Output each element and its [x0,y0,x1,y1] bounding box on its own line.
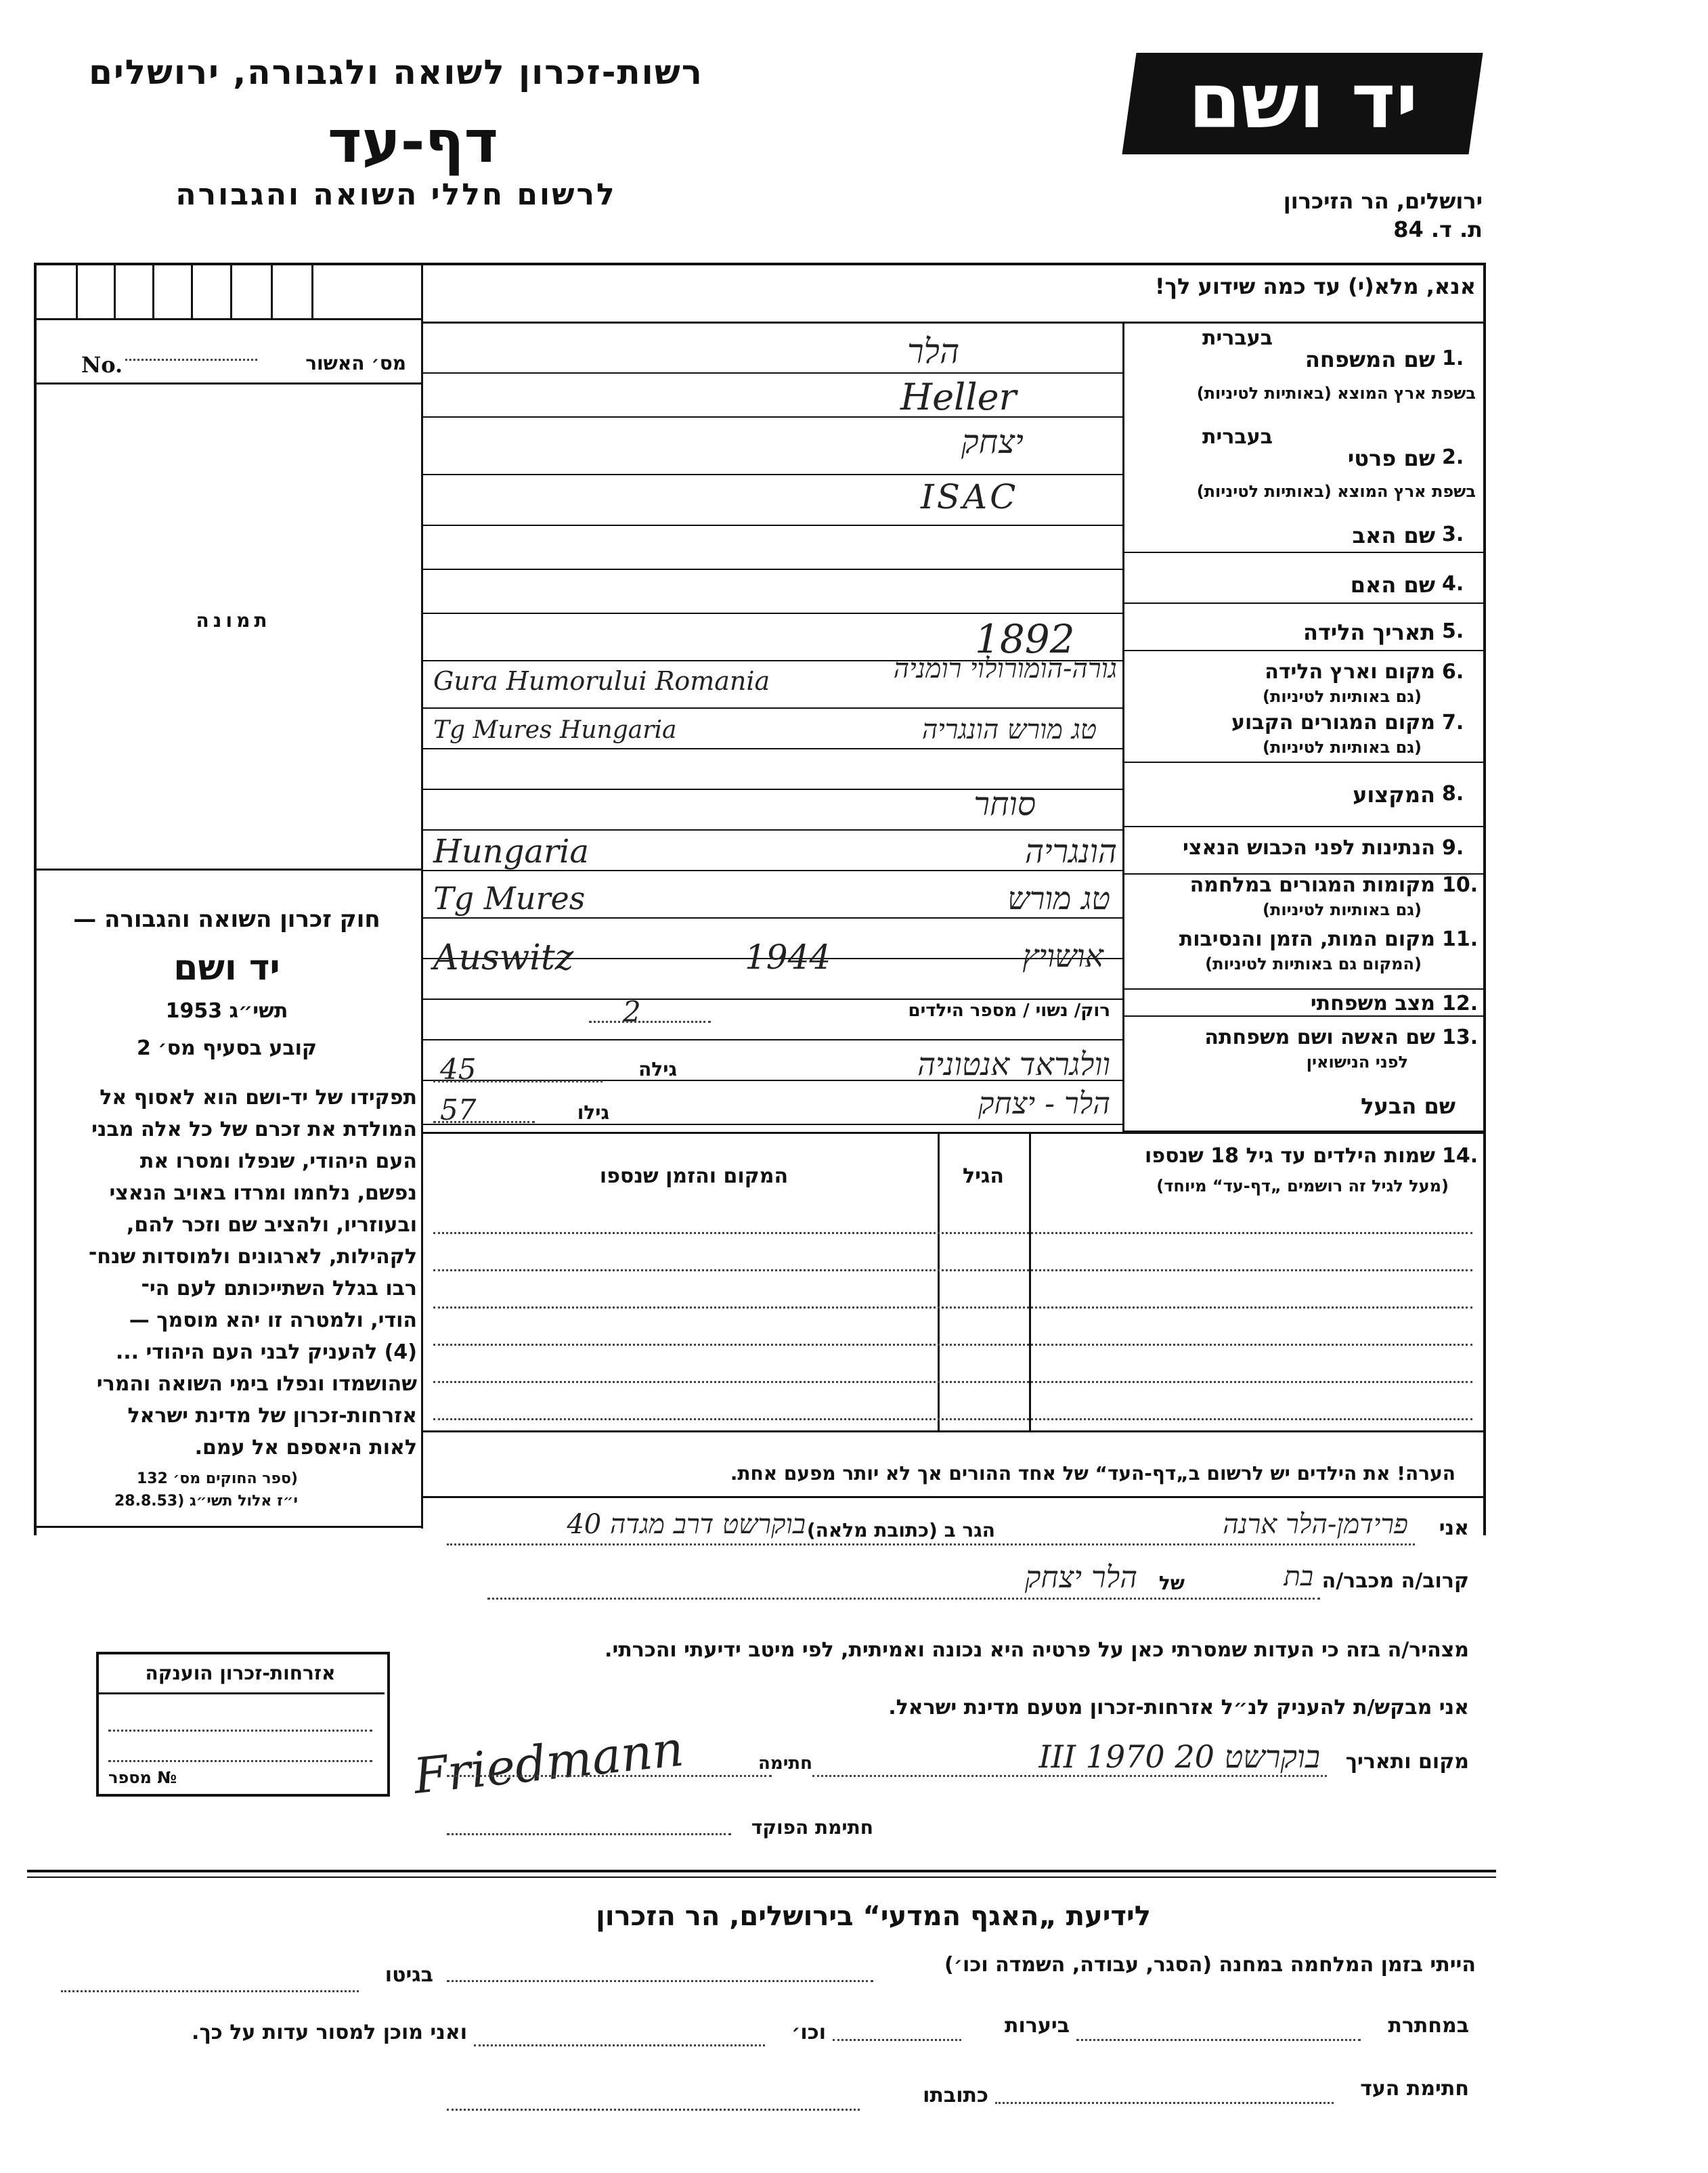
signature-line [447,1775,772,1777]
death-year: 1944 [745,938,831,977]
children-col-place-time: המקום והזמן שנספו [599,1164,789,1188]
wife-name: וולגראד אנטוניה [917,1046,1110,1082]
children-count: 2 [623,995,641,1028]
bottom-line1-field-a[interactable] [447,1980,873,1982]
children-table-bottom [423,1430,1483,1432]
place-date-value: בוקרשט 20 III 1970 [1038,1738,1320,1775]
death-place-hebrew: אושויץ [1022,938,1103,974]
instruction: אנא, מלא(י) עד כמה שידוע לך! [1154,273,1476,299]
approval-no-label: מס׳ האשור [305,352,406,374]
birth-place-hebrew: גורה-הומורולוי רומניה [893,653,1117,684]
citizenship-box-line-1 [108,1730,372,1732]
relative-label: קרוב/ה מכבר/ה [1321,1569,1469,1593]
approval-no-field[interactable] [125,359,257,361]
signature-label: חתימה [758,1753,812,1774]
photo-label: תמונה [196,609,271,632]
bottom-line2-b: ביערות [1005,2014,1070,2038]
first-name-latin: ISAC [921,477,1019,517]
law-ref-1: (ספר החוקים מס׳ 132 [136,1470,298,1487]
law-year: תשי״ג 1953 [165,999,288,1023]
of-label: של [1158,1572,1185,1594]
husband-age-label: גילו [577,1101,609,1124]
husband-name: הלר - יצחק [978,1086,1110,1121]
left-panel-bottom [37,1526,421,1528]
citizenship-box-line-2 [108,1760,372,1762]
signature: Friedmann [411,1719,686,1805]
nationality-latin: Hungaria [433,833,589,871]
nationality-hebrew: הונגריה [1024,833,1117,871]
wife-age: 45 [440,1053,477,1086]
children-count-line [589,1021,711,1023]
bottom-line2-d: ואני מוכן למסור עדות על כך. [192,2021,467,2044]
wife-age-label: גילה [638,1058,677,1080]
decl-line-2 [487,1598,1320,1600]
declaration-request: אני מבקש/ת להעניק לנ״ל אזרחות-זכרון מטעם מדינת ישראל. [888,1696,1469,1719]
left-column-divider [421,263,423,1529]
bottom-line3-a: חתימת העד [1360,2077,1469,2101]
form-title: דף-עד [327,108,499,176]
address-line-2: ת. ד. 84 [1393,217,1483,242]
decl-line-1 [447,1543,1415,1545]
double-rule-top [27,1870,1496,1872]
bottom-line3-field-b[interactable] [447,2109,860,2111]
bottom-line1-field-b[interactable] [61,1990,359,1992]
law-ref-2: י״ז אלול תשי״ג (28.8.53 [114,1493,298,1510]
labels-divider [1122,324,1124,1133]
declarant-name: פרידמן-הלר ארנה [1223,1509,1408,1540]
no-row-divider [37,382,421,385]
bottom-line2-field-a[interactable] [1076,2039,1361,2041]
marital-status-options: רוק/ נשוי / מספר הילדים [908,1001,1110,1021]
officer-signature-label: חתימת הפוקד [751,1816,873,1839]
bottom-line2-field-b[interactable] [833,2039,961,2041]
surname-latin: Heller [900,376,1017,418]
occupation: סוחר [973,785,1036,823]
death-place-latin: Auswitz [433,938,574,978]
note: הערה! את הילדים יש לרשום ב„דף-העד“ של אחד ההורים אך לא יותר מפעם אחת. [730,1462,1455,1485]
law-title: חוק זכרון השואה והגבורה — [73,906,380,933]
section-divider [423,322,1483,324]
wartime-residence-latin: Tg Mures [433,880,586,917]
bottom-line1-b: בגיטו [385,1963,433,1987]
birth-date: 1892 [975,616,1075,662]
bottom-line2-c: וכו׳ [791,2021,826,2044]
place-date-label: מקום ותאריך [1345,1750,1469,1774]
children-col-div-1 [938,1134,940,1432]
children-col-div-2 [1029,1134,1031,1432]
bottom-line2-field-c[interactable] [474,2044,765,2046]
citizenship-box-title-line [99,1692,385,1694]
frame-right [1483,263,1486,1535]
wife-age-line [433,1080,603,1082]
frame-top [34,263,1486,265]
birth-place-latin: Gura Humorului Romania [433,666,770,696]
surname-hebrew: הלר [907,332,960,371]
double-rule-bottom [27,1876,1496,1878]
declarant-address: בוקרשט דרב מגדה 40 [567,1509,806,1540]
authority-name: רשות-זכרון לשואה ולגבורה, ירושלים [89,53,703,92]
no-label: No. [81,352,123,378]
frame-left [34,263,37,1535]
bottom-line1-a: הייתי בזמן המלחמה במחנה (הסגר, עבודה, השמדה וכו׳) [944,1953,1476,1977]
field-14-no: 14. [1442,1144,1479,1168]
place-date-line [812,1775,1327,1777]
logo-text: יד ושם [1188,58,1418,146]
children-col-age: הגיל [963,1164,1004,1188]
husband-age: 57 [440,1093,477,1126]
note-underline [423,1496,1483,1498]
bottom-title: לידיעת „האגף המדעי“ בירושלים, הר הזכרון [596,1901,1151,1932]
decl-i-label: אני [1439,1516,1469,1540]
law-clause: קובע בסעיף מס׳ 2 [136,1036,317,1060]
field-14-sub: (מעל לגיל זה רושמים „דף-עד“ מיוחד) [1156,1177,1449,1195]
children-table-top [423,1132,1483,1134]
residence-hebrew: טג מורש הונגריה [921,714,1097,745]
residence-latin: Tg Mures Hungaria [433,716,677,744]
relative-name: הלר יצחק [1024,1560,1137,1595]
bottom-line3-b: כתובתו [923,2084,988,2107]
husband-age-line [433,1121,535,1123]
relation-value: בת [1284,1561,1313,1592]
first-name-hebrew: יצחק [961,423,1024,461]
form-subtitle: לרשום חללי השואה והגבורה [175,177,617,212]
law-name: יד ושם [173,948,280,988]
wartime-residence-hebrew: טג מורש [1007,880,1110,917]
residing-label: הגר ב (כתובת מלאה) [806,1519,995,1541]
bottom-line3-field-a[interactable] [995,2102,1334,2104]
declaration-statement: מצהיר/ה בזה כי העדות שמסרתי כאן על פרטיה היא נכונה ואמיתית, לפי מיטב ידיעתי והכרתי. [605,1638,1469,1662]
officer-signature-line [447,1833,731,1835]
photo-area-bottom [37,869,421,871]
citizenship-box-title: אזרחות-זכרון הוענקה [145,1662,336,1684]
citizenship-box-number-label: מספר № [108,1768,177,1787]
bottom-line2-a: במחתרת [1388,2014,1469,2038]
address-line-1: ירושלים, הר הזיכרון [1283,188,1483,214]
field-14-label: שמות הילדים עד גיל 18 שנספו [1145,1144,1435,1168]
